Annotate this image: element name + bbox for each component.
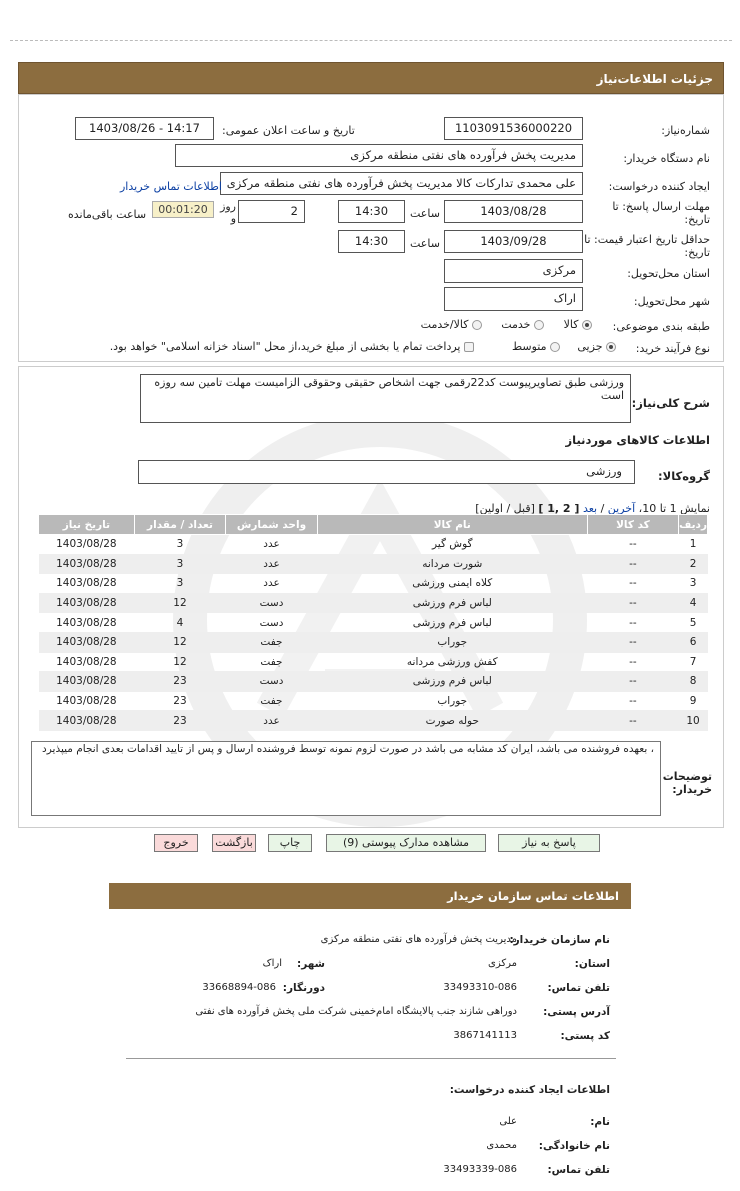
pagination-next-link[interactable]: بعد [582,502,598,515]
goods-group-label: گروه‌کالا: [658,469,710,483]
table-row [39,574,708,594]
buyer-notes-label: توضیحات خریدار: [662,770,712,796]
table-cell: 7 [679,652,708,672]
price-validity-label: حداقل تاریخ اعتبار قیمت: تا تاریخ: [584,233,710,259]
table-cell: -- [587,554,678,574]
table-cell: 5 [679,613,708,633]
pagination-prev-first[interactable]: [قبل / اولین] [475,502,535,515]
table-cell: -- [587,691,678,711]
announce-datetime-field: 1403/08/26 - 14:17 [75,117,214,140]
pagination-last-link[interactable]: آخرین [607,502,636,515]
table-cell: 1403/08/28 [39,535,135,555]
contact-address-label: آدرس پستی: [543,1006,610,1018]
table-cell: شورت مردانه [317,554,587,574]
contact-postal-label: کد پستی: [560,1030,610,1042]
table-cell: جفت [226,691,318,711]
pagination: نمایش 1 تا 10، آخرین / بعد [ 2 ,1 ] [قبل / اولین] [475,502,710,515]
table-cell: -- [587,574,678,594]
table-cell: جوراب [317,691,587,711]
table-cell: 3 [134,554,225,574]
buyer-org-field: مدیریت پخش فرآورده های نفتی منطقه مرکزی [175,144,583,167]
page-title: جزئیات اطلاعات‌نیاز [596,72,713,86]
radio-icon[interactable] [472,320,482,330]
table-cell: کلاه ایمنی ورزشی [317,574,587,594]
category-option-service[interactable]: خدمت [501,318,544,331]
table-cell: دست [226,613,318,633]
back-button[interactable]: بازگشت [212,834,256,852]
reply-hour-label: ساعت [410,207,440,220]
table-cell: 23 [134,672,225,692]
table-row [39,691,708,711]
table-cell: -- [587,593,678,613]
radio-icon[interactable] [534,320,544,330]
process-option-medium[interactable]: متوسط [512,340,560,353]
announce-label: تاریخ و ساعت اعلان عمومی: [222,124,355,137]
table-header-cell: تاریخ نیاز [39,515,135,535]
table-cell: 1403/08/28 [39,554,135,574]
table-cell: 23 [134,691,225,711]
reply-button[interactable]: پاسخ به نیاز [498,834,600,852]
table-row [39,554,708,574]
table-cell: 2 [679,554,708,574]
buyer-notes-text: ، بعهده فروشنده می باشد، ایران کد مشابه می باشد در صورت لزوم نمونه توسط فروشنده ارسال و پس از تایید اقدامات بعدی انجام میپذیرد [31,741,661,816]
table-row [39,711,708,731]
table-cell: جفت [226,652,318,672]
table-row [39,652,708,672]
description-label: شرح کلی‌نیاز: [631,396,710,410]
table-cell: -- [587,632,678,652]
reply-time-field: 14:30 [338,200,405,223]
table-row [39,632,708,652]
city-label: شهر محل‌تحویل: [633,295,710,308]
creator-info-title: اطلاعات ایجاد کننده درخواست: [449,1084,610,1096]
table-cell: 6 [679,632,708,652]
days-field: 2 [238,200,305,223]
table-cell: لباس فرم ورزشی [317,672,587,692]
table-cell: 3 [679,574,708,594]
table-row [39,672,708,692]
table-cell: عدد [226,535,318,555]
province-field: مرکزی [444,259,583,283]
goods-info-title: اطلاعات کالاهای موردنیاز [565,433,710,447]
description-text: ورزشی طبق تصاویرپیوست کد22رقمی جهت اشخاص حقیقی وحقوقی الزامیست مهلت تامین سه روزه است [140,374,631,423]
goods-table [38,514,708,731]
table-cell: -- [587,711,678,731]
contact-postal-value: 3867141113 [453,1030,517,1041]
radio-icon[interactable] [550,342,560,352]
table-cell: جوراب [317,632,587,652]
table-cell: عدد [226,711,318,731]
table-cell: -- [587,613,678,633]
contact-fax-label: دورنگار: [282,982,325,994]
checkbox-icon[interactable] [464,342,474,352]
remaining-timer: 00:01:20 [152,201,214,218]
table-cell: 12 [134,652,225,672]
table-cell: عدد [226,574,318,594]
table-header-cell: واحد شمارش [226,515,318,535]
table-cell: 4 [679,593,708,613]
goods-group-field: ورزشی [138,460,635,484]
table-cell: 1403/08/28 [39,613,135,633]
table-cell: 10 [679,711,708,731]
contact-city-value: اراک [262,958,282,969]
table-cell: 3 [134,574,225,594]
table-header-cell: ردیف [679,515,708,535]
need-number-field: 1103091536000220 [444,117,583,140]
table-header-cell: نام کالا [317,515,587,535]
table-cell: -- [587,652,678,672]
creator-field: علی محمدی تدارکات کالا مدیریت پخش فرآورده های نفتی منطقه مرکزی [220,172,583,195]
contact-address-value: دوراهی شازند جنب پالایشگاه امام‌خمینی شرکت ملی پخش فرآورده های نفتی [195,1006,517,1017]
contact-city-label: شهر: [297,958,325,970]
buyer-contact-title-bar [109,883,631,909]
creator-last-name-label: نام خانوادگی: [538,1140,610,1152]
reply-deadline-label: مهلت ارسال پاسخ: تا تاریخ: [612,200,710,226]
contact-province-value: مرکزی [488,958,517,969]
creator-label: ایجاد کننده درخواست: [608,180,710,193]
need-number-label: شماره‌نیاز: [661,124,710,137]
table-cell: 1403/08/28 [39,593,135,613]
table-header-row [39,515,708,535]
creator-first-name-label: نام: [590,1116,610,1128]
table-cell: 9 [679,691,708,711]
province-label: استان محل‌تحویل: [627,267,710,280]
pagination-pages[interactable]: [ 2 ,1 ] [538,502,580,515]
table-cell: 12 [134,593,225,613]
table-cell: دست [226,593,318,613]
process-option-minor[interactable]: جزیی [577,340,616,353]
process-label: نوع فرآیند خرید: [635,342,710,355]
print-button[interactable]: چاپ [268,834,312,852]
buyer-org-label: نام دستگاه خریدار: [623,152,710,165]
exit-button[interactable]: خروج [154,834,198,852]
contact-org-label: نام سازمان خریدار: [509,934,610,946]
table-cell: لباس فرم ورزشی [317,593,587,613]
table-cell: لباس فرم ورزشی [317,613,587,633]
buyer-contact-title: اطلاعات تماس سازمان خریدار [447,889,619,903]
goods-table-body [39,535,708,731]
buyer-contact-link[interactable]: اطلاعات تماس خریدار [120,180,222,193]
creator-last-name-value: محمدی [486,1140,517,1151]
page-title-bar [18,62,724,94]
radio-selected-icon[interactable] [606,342,616,352]
price-hour-label: ساعت [410,237,440,250]
table-cell: حوله صورت [317,711,587,731]
table-row [39,593,708,613]
table-cell: 3 [134,535,225,555]
reply-date-field: 1403/08/28 [444,200,583,223]
contact-phone-label: تلفن تماس: [547,982,610,994]
table-cell: دست [226,672,318,692]
contact-province-label: استان: [574,958,610,970]
top-divider [10,40,732,41]
table-cell: 1403/08/28 [39,691,135,711]
table-row [39,613,708,633]
view-attachments-button[interactable]: مشاهده مدارک پیوستی (9) [326,834,486,852]
table-cell: 12 [134,632,225,652]
table-cell: 1403/08/28 [39,574,135,594]
table-cell: گوش گیر [317,535,587,555]
table-cell: جفت [226,632,318,652]
pagination-range: نمایش 1 تا 10، [638,502,710,515]
goods-table-wrapper [38,514,708,731]
table-cell: عدد [226,554,318,574]
table-cell: 1403/08/28 [39,632,135,652]
table-row [39,535,708,555]
contact-phone-value: 33493310-086 [443,982,517,993]
table-cell: -- [587,672,678,692]
contact-divider [126,1058,616,1059]
table-header-cell: تعداد / مقدار [134,515,225,535]
contact-org-value: مدیریت پخش فرآورده های نفتی منطقه مرکزی [320,934,517,945]
creator-phone-label: تلفن تماس: [547,1164,610,1176]
price-date-field: 1403/09/28 [444,230,583,253]
city-field: اراک [444,287,583,311]
table-header-cell: کد کالا [587,515,678,535]
table-cell: 1403/08/28 [39,711,135,731]
category-option-goods[interactable]: کالا [564,318,592,331]
category-option-goods-service[interactable]: کالا/خدمت [421,318,482,331]
price-time-field: 14:30 [338,230,405,253]
days-label: روز و [220,200,236,225]
table-cell: 8 [679,672,708,692]
table-cell: 1 [679,535,708,555]
radio-selected-icon[interactable] [582,320,592,330]
table-cell: -- [587,535,678,555]
table-cell: 1403/08/28 [39,652,135,672]
remaining-label: ساعت باقی‌مانده [68,208,147,221]
contact-fax-value: 33668894-086 [202,982,276,993]
treasury-payment-option[interactable]: پرداخت تمام یا بخشی از مبلغ خرید،از محل "اسناد خزانه اسلامی" خواهد بود. [110,340,474,353]
table-cell: 23 [134,711,225,731]
category-label: طبقه بندی موضوعی: [612,320,710,333]
table-cell: 4 [134,613,225,633]
table-cell: 1403/08/28 [39,672,135,692]
table-cell: کفش ورزشی مردانه [317,652,587,672]
creator-phone-value: 33493339-086 [443,1164,517,1175]
creator-first-name-value: علی [499,1116,517,1127]
